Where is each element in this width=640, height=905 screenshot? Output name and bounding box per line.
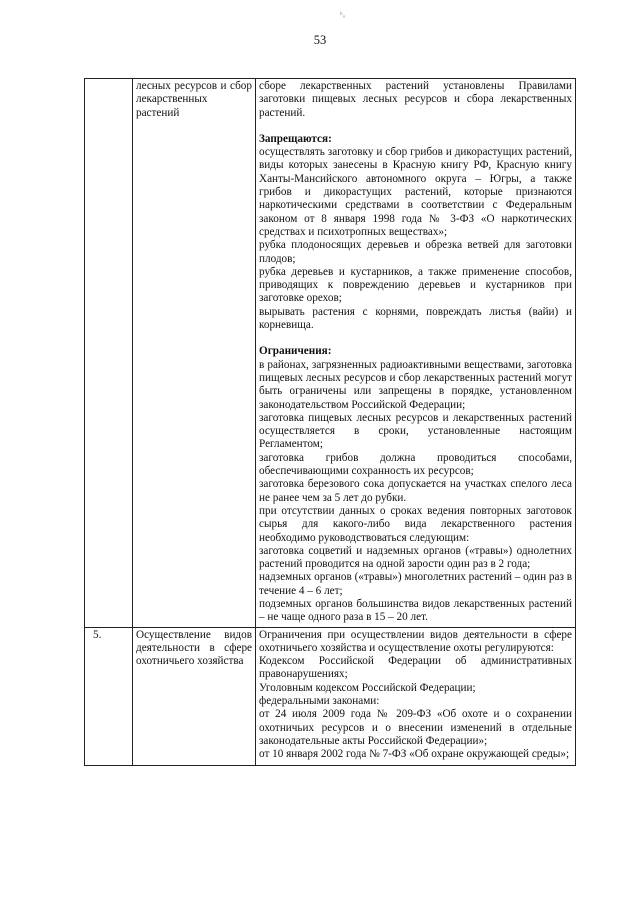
paragraph: рубка плодоносящих деревьев и обрезка ветвей для заготовки плодов; — [259, 239, 572, 265]
page-number: 53 — [313, 33, 327, 47]
paragraph: сборе лекарственных растений установлены Правилами заготовки пищевых лесных ресурсов и сбора лекарственных растений. — [259, 80, 572, 119]
row-number-cell: 5. — [85, 627, 133, 765]
paragraph: Уголовным кодексом Российской Федерации; — [259, 681, 476, 694]
table-row — [85, 79, 576, 628]
paragraph: подземных органов большинства видов лекарственных растений – не чаще одного раза в 15 – 20 лет. — [259, 597, 572, 624]
table-body — [85, 79, 576, 766]
paragraph: Кодексом Российской Федерации об административных правонарушениях; — [259, 655, 572, 681]
regulation-table — [84, 78, 576, 766]
paragraph: вырывать растения с корнями, повреждать листья (вайи) и корневища. — [259, 305, 572, 332]
table-row — [85, 627, 576, 765]
regulation-text-cell — [256, 627, 576, 765]
paragraph: заготовка березового сока допускается на участках спелого леса не ранее чем за 5 лет до рубки. — [259, 478, 572, 504]
paragraph-gap — [259, 120, 572, 133]
paragraph: при отсутствии данных о сроках ведения повторных заготовок сырья для какого-либо вида лекарственного растения необходимо руководствоваться следующим: — [259, 504, 572, 544]
paragraph: заготовка грибов должна проводиться способами, обеспечивающими сохранность их ресурсов; — [259, 451, 572, 478]
section-heading: Запрещаются: — [259, 132, 332, 145]
paragraph: надземных органов («травы») многолетних растений – один раз в течение 4 – 6 лет; — [259, 571, 572, 597]
activity-name-cell: Осуществление видов деятельности в сфере охотничьего хозяйства — [133, 627, 256, 765]
paragraph: заготовка пищевых лесных ресурсов и лекарственных растений осуществляется в сроки, установленные настоящим Регламентом; — [259, 411, 572, 451]
paragraph: от 10 января 2002 года № 7-ФЗ «Об охране окружающей среды»; — [259, 748, 570, 761]
paragraph: рубка деревьев и кустарников, а также применение способов, приводящих к повреждению деревьев и кустарников при заготовке орехов; — [259, 265, 572, 305]
paragraph: Ограничения при осуществлении видов деятельности в сфере охотничьего хозяйства и осуществление охоты регулируются: — [259, 628, 572, 654]
paragraph: осуществлять заготовку и сбор грибов и дикорастущих растений, виды которых занесены в Красную книгу РФ, Красную книгу Ханты-Мансийского автономного округа – Югры, а также грибов и дикорастущих растений, которые признаются наркотическими средствами в соответствии с Федеральным законом от 8 января 1998 года № 3-ФЗ «О наркотических средствах и психотропных веществах»; — [259, 146, 572, 238]
paragraph: заготовка соцветий и надземных органов («травы») однолетних растений проводится на одной зарости один раз в 2 года; — [259, 544, 572, 571]
section-heading: Ограничения: — [259, 345, 332, 358]
row-number-cell — [85, 79, 133, 628]
paragraph: от 24 июля 2009 года № 209-ФЗ «Об охоте и о сохранении охотничьих ресурсов и о внесении изменений в отдельные законодательные акты Российской Федерации»; — [259, 708, 572, 747]
paragraph: федеральными законами: — [259, 695, 380, 708]
paragraph-gap — [259, 332, 572, 345]
paragraph: в районах, загрязненных радиоактивными веществами, заготовка пищевых лесных ресурсов и сбор лекарственных растений могут быть ограничены или запрещены в порядке, установленном законодательством Российской Федерации; — [259, 358, 572, 411]
regulation-text-cell — [256, 79, 576, 628]
scan-mark: ʰᵤ — [340, 10, 346, 19]
activity-name-cell: лесных ресурсов и сбор лекарственных растений — [133, 79, 256, 628]
